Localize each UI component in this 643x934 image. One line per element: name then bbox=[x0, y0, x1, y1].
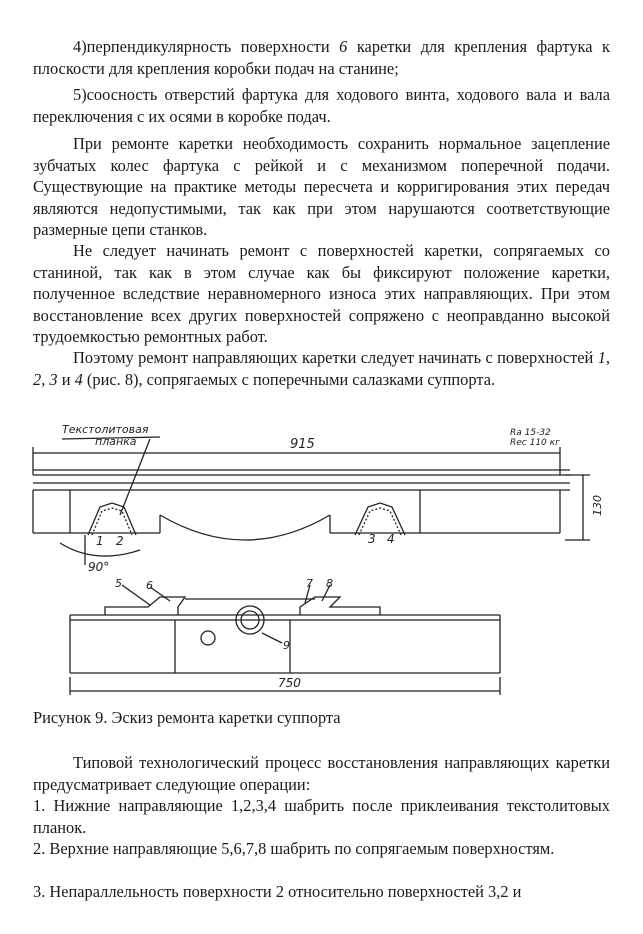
text-span: и bbox=[61, 369, 71, 389]
label-6: 6 bbox=[146, 579, 153, 592]
angle-90: 90° bbox=[88, 560, 110, 574]
label-8: 8 bbox=[326, 577, 333, 590]
dimension-130: 130 bbox=[591, 495, 604, 516]
paragraph-perpendicularity bbox=[33, 36, 610, 79]
label-textolite-plank: Текстолитовая bbox=[62, 423, 149, 436]
carriage-repair-sketch bbox=[0, 415, 643, 705]
label-4: 4 bbox=[387, 532, 395, 546]
surface-number: 2 bbox=[33, 369, 42, 389]
label-plank: планка bbox=[95, 435, 137, 448]
label-9: 9 bbox=[283, 639, 290, 652]
surface-number: 4 bbox=[74, 369, 83, 389]
surface-number: 6 bbox=[339, 37, 348, 56]
label-1: 1 bbox=[96, 534, 104, 548]
paragraph-repair-gearing: При ремонте каретки необходимость сохранить нормальное зацепление зубчатых колес фартука с рейкой и с механизмом поперечной подачи. Существующие на практике методы пересчета и корригирования этих передач являются недопустимыми, так как при этом нарушаются соответствующие размерные цепи станков. bbox=[33, 134, 610, 240]
label-3: 3 bbox=[368, 532, 376, 546]
paragraph-process: Типовой технологический процесс восстановления направляющих каретки предусматривает следующие операции: bbox=[33, 753, 610, 794]
list-item: 1. Нижние направляющие 1,2,3,4 шабрить после приклеивания текстолитовых планок. bbox=[33, 796, 610, 837]
text-span: Поэтому ремонт направляющих каретки следует начинать с поверхностей bbox=[73, 348, 594, 367]
label-2: 2 bbox=[116, 534, 124, 548]
text-span: каретки для крепления фартука к плоскости для крепления коробки подач на станине; bbox=[33, 37, 610, 78]
label-7: 7 bbox=[306, 577, 313, 590]
list-item: 3. Непараллельность поверхности 2 относительно поверхностей 3,2 и bbox=[33, 882, 522, 901]
figure-caption: Рисунок 9. Эскиз ремонта каретки суппорта bbox=[33, 708, 341, 727]
dimension-915: 915 bbox=[290, 437, 315, 452]
paragraph-repair-order: Не следует начинать ремонт с поверхностей каретки, сопрягаемых со станиной, так как в этом случае как бы фиксируют положение каретки, полученное вследствие неравномерного износа этих направляющих. При этом восстановление всех других поверхностей сопряжено с неоправданно высокой трудоемкостью ремонтных работ. bbox=[33, 241, 610, 347]
surface-number: 1 bbox=[597, 348, 606, 367]
paragraph-coaxiality: 5)соосность отверстий фартука для ходового винта, ходового вала и вала переключения с их осями в коробке подач. bbox=[33, 85, 610, 126]
note-roughness: Ra 15-32 bbox=[510, 428, 551, 438]
note-load: Rec 110 кг bbox=[510, 438, 560, 448]
dimension-750: 750 bbox=[278, 676, 301, 690]
paragraph-guides-start: Поэтому ремонт направляющих каретки следует начинать с поверхностей 1, 2, 3 и 4 (рис. 8), сопрягаемых с поперечными салазками суппорта. bbox=[33, 348, 610, 389]
text-span: (рис. 8), сопрягаемых с поперечными салазками суппорта. bbox=[86, 369, 496, 389]
text-span: 4)перпендикулярность поверхности bbox=[73, 37, 330, 56]
surface-number: 3 bbox=[49, 369, 58, 389]
label-5: 5 bbox=[115, 577, 122, 590]
list-item: 2. Верхние направляющие 5,6,7,8 шабрить по сопрягаемым поверхностям. bbox=[33, 839, 555, 858]
